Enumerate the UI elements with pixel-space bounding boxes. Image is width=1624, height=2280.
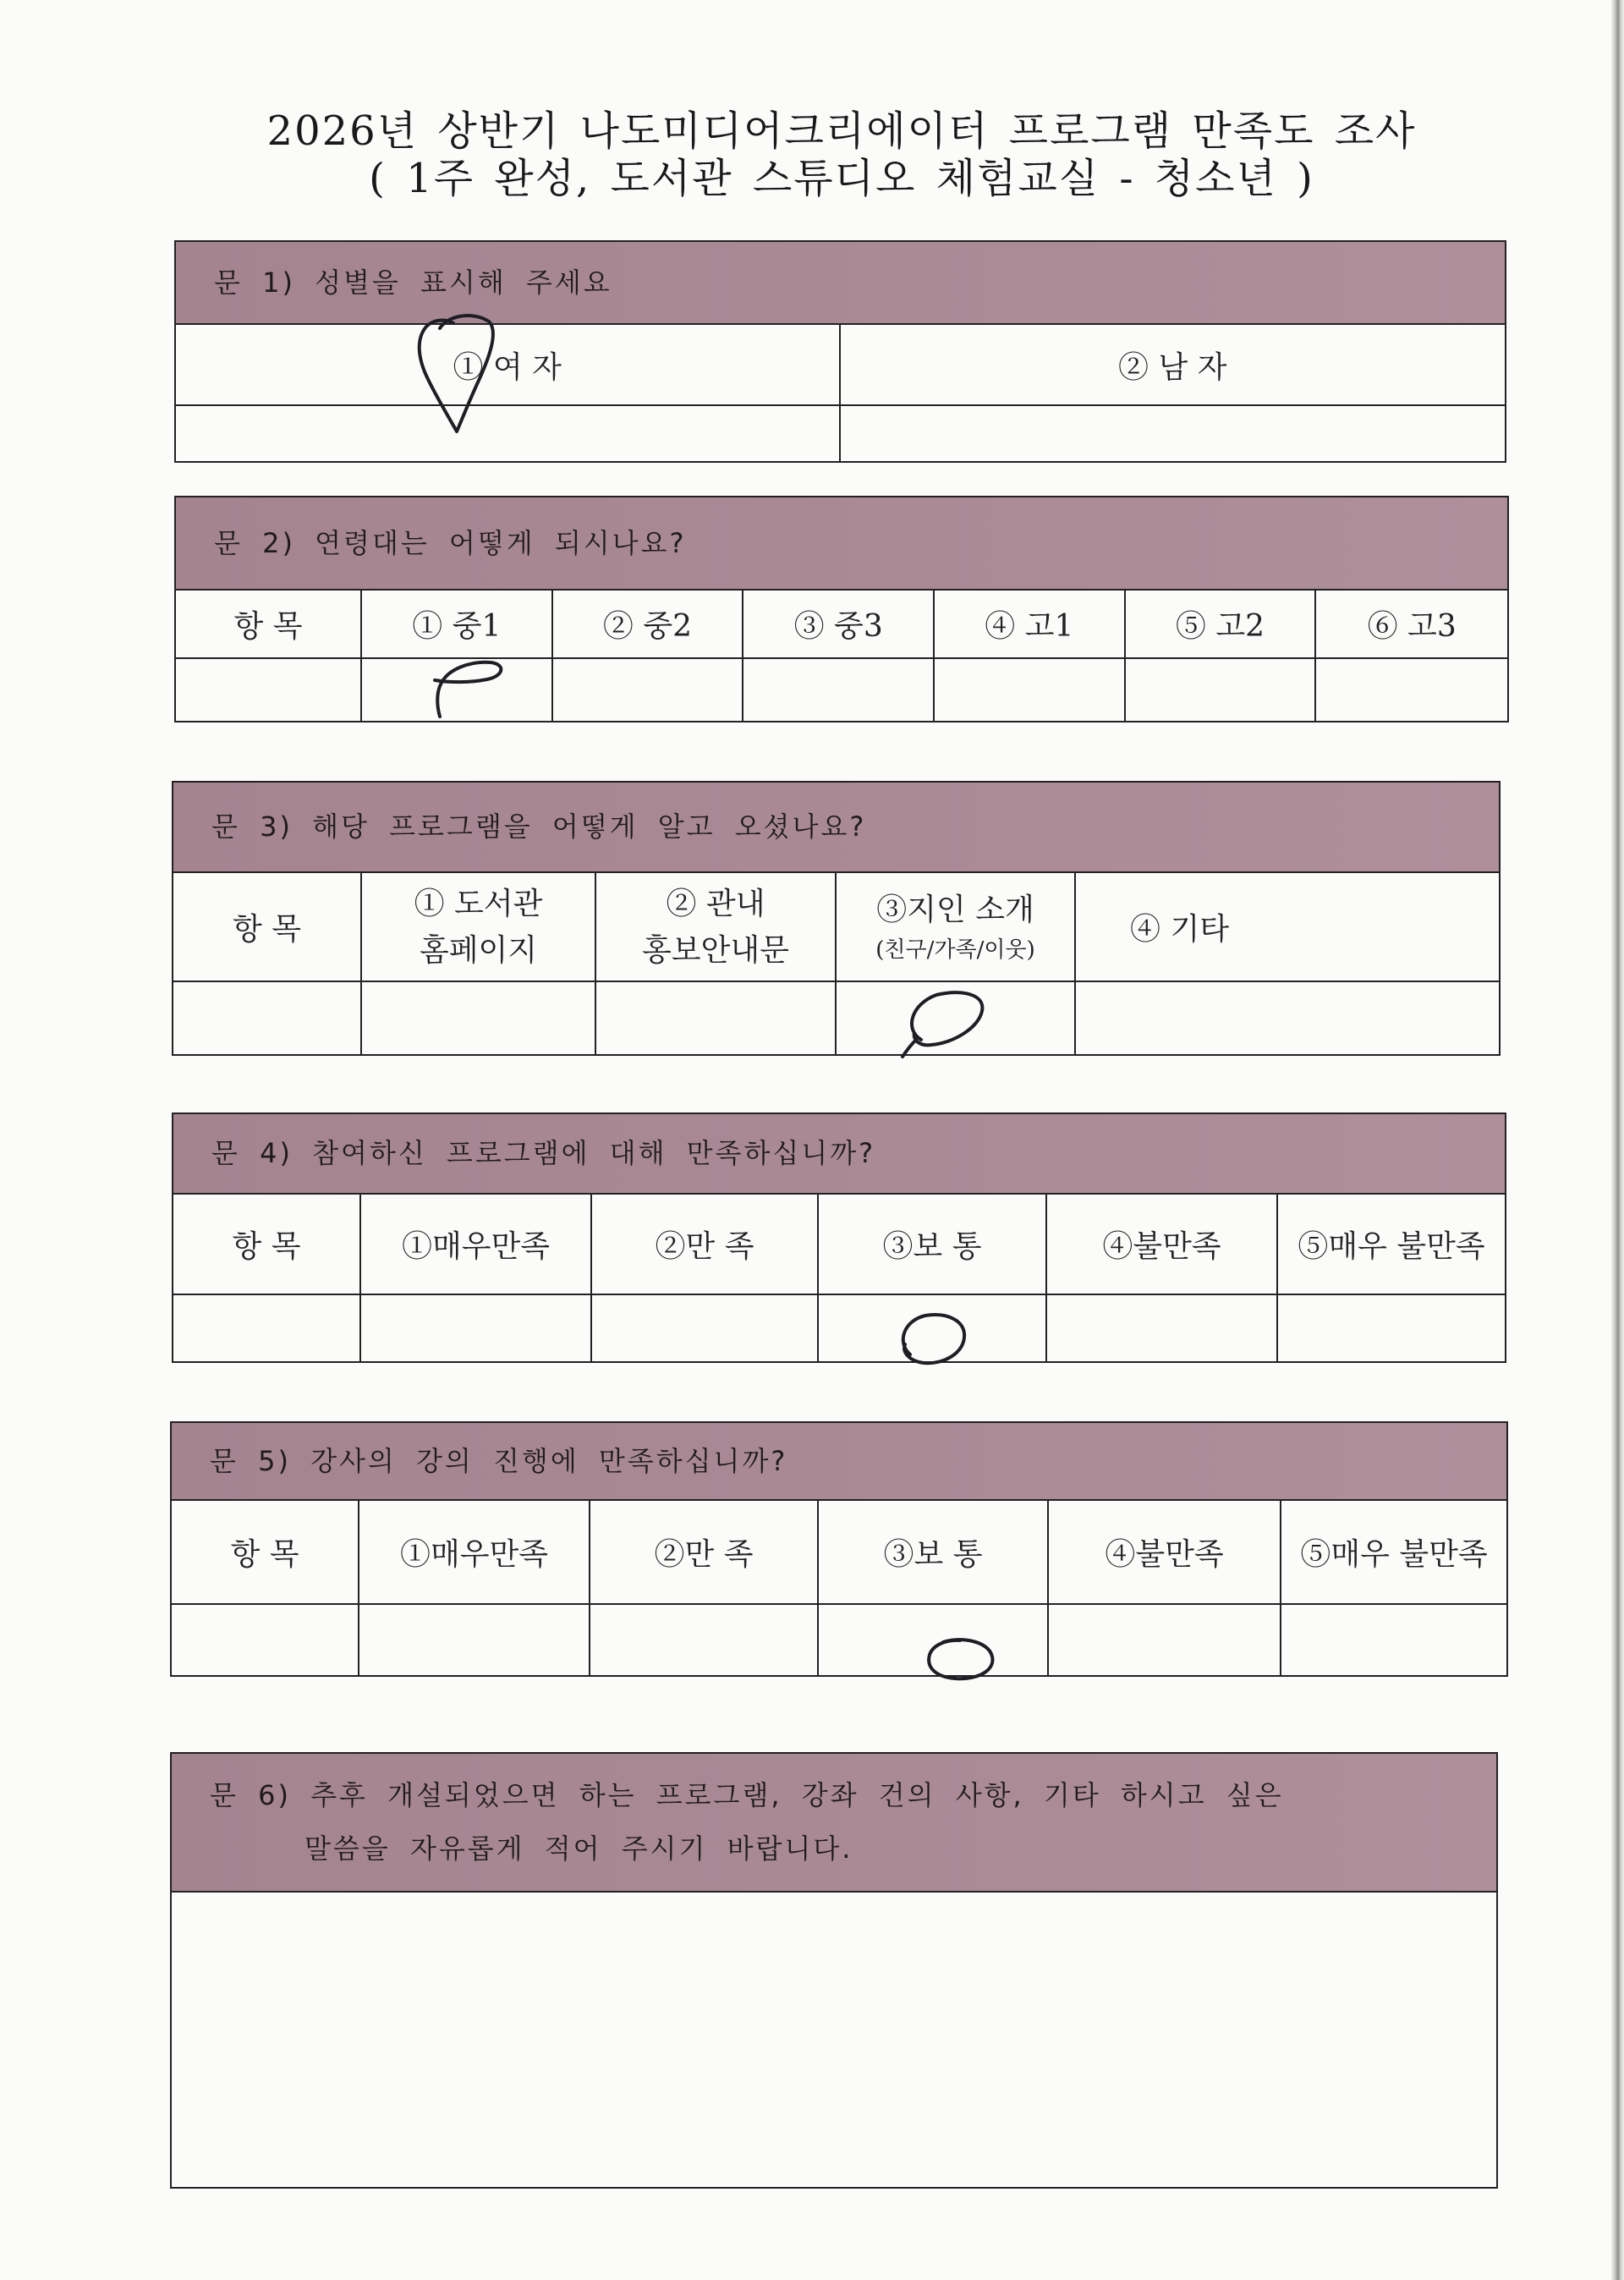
program-satisfaction-answer-cell[interactable] (819, 1294, 1047, 1361)
option-label-line: ③지인 소개 (876, 893, 1034, 927)
pen-stroke (903, 992, 982, 1057)
age-group-answer-cell[interactable] (1316, 657, 1507, 721)
item-answer-blank (173, 981, 362, 1054)
question-2-prompt: 문 2) 연령대는 어떻게 되시나요? (176, 497, 1507, 591)
question-1-section (174, 240, 1506, 463)
instructor-satisfaction-answer-cell[interactable] (819, 1603, 1049, 1675)
question-4-section (172, 1113, 1506, 1363)
pen-stroke (903, 1315, 964, 1363)
question-6-section (170, 1752, 1498, 2189)
question-2-section (174, 496, 1509, 722)
program-satisfaction-option-label: ①매우만족 (361, 1195, 592, 1294)
item-row-label: 항 목 (173, 873, 362, 981)
instructor-satisfaction-answer-cell[interactable] (590, 1603, 819, 1675)
question-4-prompt: 문 4) 참여하신 프로그램에 대해 만족하십니까? (173, 1114, 1505, 1195)
referral-source-table (173, 873, 1499, 1054)
age-group-answer-cell[interactable] (743, 657, 935, 721)
item-row-label: 항 목 (173, 1195, 361, 1294)
age-group-answer-cell[interactable] (553, 657, 744, 721)
instructor-satisfaction-table (172, 1501, 1506, 1675)
instructor-satisfaction-option-label: ②만 족 (590, 1501, 819, 1603)
item-row-label: 항 목 (172, 1501, 359, 1603)
program-satisfaction-answer-cell[interactable] (1047, 1294, 1278, 1361)
age-group-answer-cell[interactable] (362, 657, 553, 721)
question-3-section (172, 781, 1501, 1056)
program-satisfaction-answer-cell[interactable] (592, 1294, 819, 1361)
age-group-answer-cell[interactable] (935, 657, 1126, 721)
age-group-table (176, 591, 1507, 721)
program-satisfaction-answer-cell[interactable] (1278, 1294, 1505, 1361)
referral-option-library-homepage (362, 873, 596, 981)
instructor-satisfaction-option-label: ④불만족 (1049, 1501, 1281, 1603)
question-6-prompt (172, 1754, 1496, 1893)
referral-answer-cell[interactable] (1076, 981, 1499, 1054)
gender-table (176, 325, 1505, 461)
referral-option-acquaintance (837, 873, 1076, 981)
age-group-option-label: ⑤ 고2 (1126, 591, 1317, 657)
pen-circle-mark (924, 1634, 996, 1682)
referral-answer-cell[interactable] (596, 981, 837, 1054)
comment-response-area[interactable] (172, 1893, 1496, 2187)
referral-option-local-notice (596, 873, 837, 981)
referral-answer-cell[interactable] (837, 981, 1076, 1054)
item-answer-blank (176, 657, 362, 721)
instructor-satisfaction-answer-cell[interactable] (1281, 1603, 1506, 1675)
age-group-option-label: ⑥ 고3 (1367, 609, 1457, 644)
program-satisfaction-option-label: ③보 통 (819, 1195, 1047, 1294)
instructor-satisfaction-option-label: ③보 통 (819, 1501, 1049, 1603)
option-label-line: ① 도서관 (414, 886, 543, 921)
option-label-line: 홍보안내문 (642, 932, 789, 968)
question-5-prompt: 문 5) 강사의 강의 진행에 만족하십니까? (172, 1423, 1506, 1501)
program-satisfaction-answer-cell[interactable] (361, 1294, 592, 1361)
gender-answer-cell[interactable] (176, 404, 841, 461)
option-label-note: (친구/가족/이웃) (875, 937, 1035, 963)
option-label-line: 홈페이지 (419, 932, 538, 968)
instructor-satisfaction-option-label: ⑤매우 불만족 (1300, 1537, 1488, 1572)
pen-stroke (929, 1640, 992, 1678)
program-satisfaction-option-label: ④불만족 (1047, 1195, 1278, 1294)
program-satisfaction-table (173, 1195, 1505, 1361)
program-satisfaction-option-label: ⑤매우 불만족 (1298, 1229, 1485, 1264)
survey-subtitle: ( 1주 완성, 도서관 스튜디오 체험교실 - 청소년 ) (369, 155, 1314, 202)
referral-option-other: ④ 기타 (1130, 912, 1229, 947)
item-answer-blank (172, 1603, 359, 1675)
question-3-prompt: 문 3) 해당 프로그램을 어떻게 알고 오셨나요? (173, 783, 1499, 873)
instructor-satisfaction-answer-cell[interactable] (359, 1603, 590, 1675)
scan-edge-shadow (1610, 0, 1624, 2280)
instructor-satisfaction-answer-cell[interactable] (1049, 1603, 1281, 1675)
referral-answer-cell[interactable] (362, 981, 596, 1054)
age-group-option-label: ② 중2 (553, 591, 744, 657)
question-5-section (170, 1421, 1508, 1677)
option-label-line: ② 관내 (666, 886, 765, 921)
age-group-option-label: ③ 중3 (743, 591, 935, 657)
pen-circle-mark (428, 657, 504, 718)
survey-title: 2026년 상반기 나도미디어크리에이터 프로그램 만족도 조사 (266, 107, 1417, 155)
question-6-prompt-line: 문 6) 추후 개설되었으면 하는 프로그램, 강좌 건의 사항, 기타 하시고 싶은 (210, 1779, 1284, 1811)
item-row-label: 항 목 (176, 591, 362, 657)
gender-option-label[interactable]: ② 남 자 (1118, 349, 1227, 385)
age-group-answer-cell[interactable] (1126, 657, 1317, 721)
program-satisfaction-option-label: ②만 족 (592, 1195, 819, 1294)
age-group-option-label: ① 중1 (362, 591, 553, 657)
item-answer-blank (173, 1294, 361, 1361)
gender-option-label[interactable]: ① 여 자 (176, 325, 841, 404)
pen-stroke (435, 662, 501, 717)
pen-circle-mark (892, 1310, 968, 1368)
question-1-prompt: 문 1) 성별을 표시해 주세요 (176, 242, 1505, 325)
instructor-satisfaction-option-label: ①매우만족 (359, 1501, 590, 1603)
pen-circle-mark (894, 987, 989, 1058)
question-6-prompt-line: 말씀을 자유롭게 적어 주시기 바랍니다. (304, 1832, 853, 1865)
age-group-option-label: ④ 고1 (935, 591, 1126, 657)
gender-answer-cell[interactable] (841, 404, 1506, 461)
